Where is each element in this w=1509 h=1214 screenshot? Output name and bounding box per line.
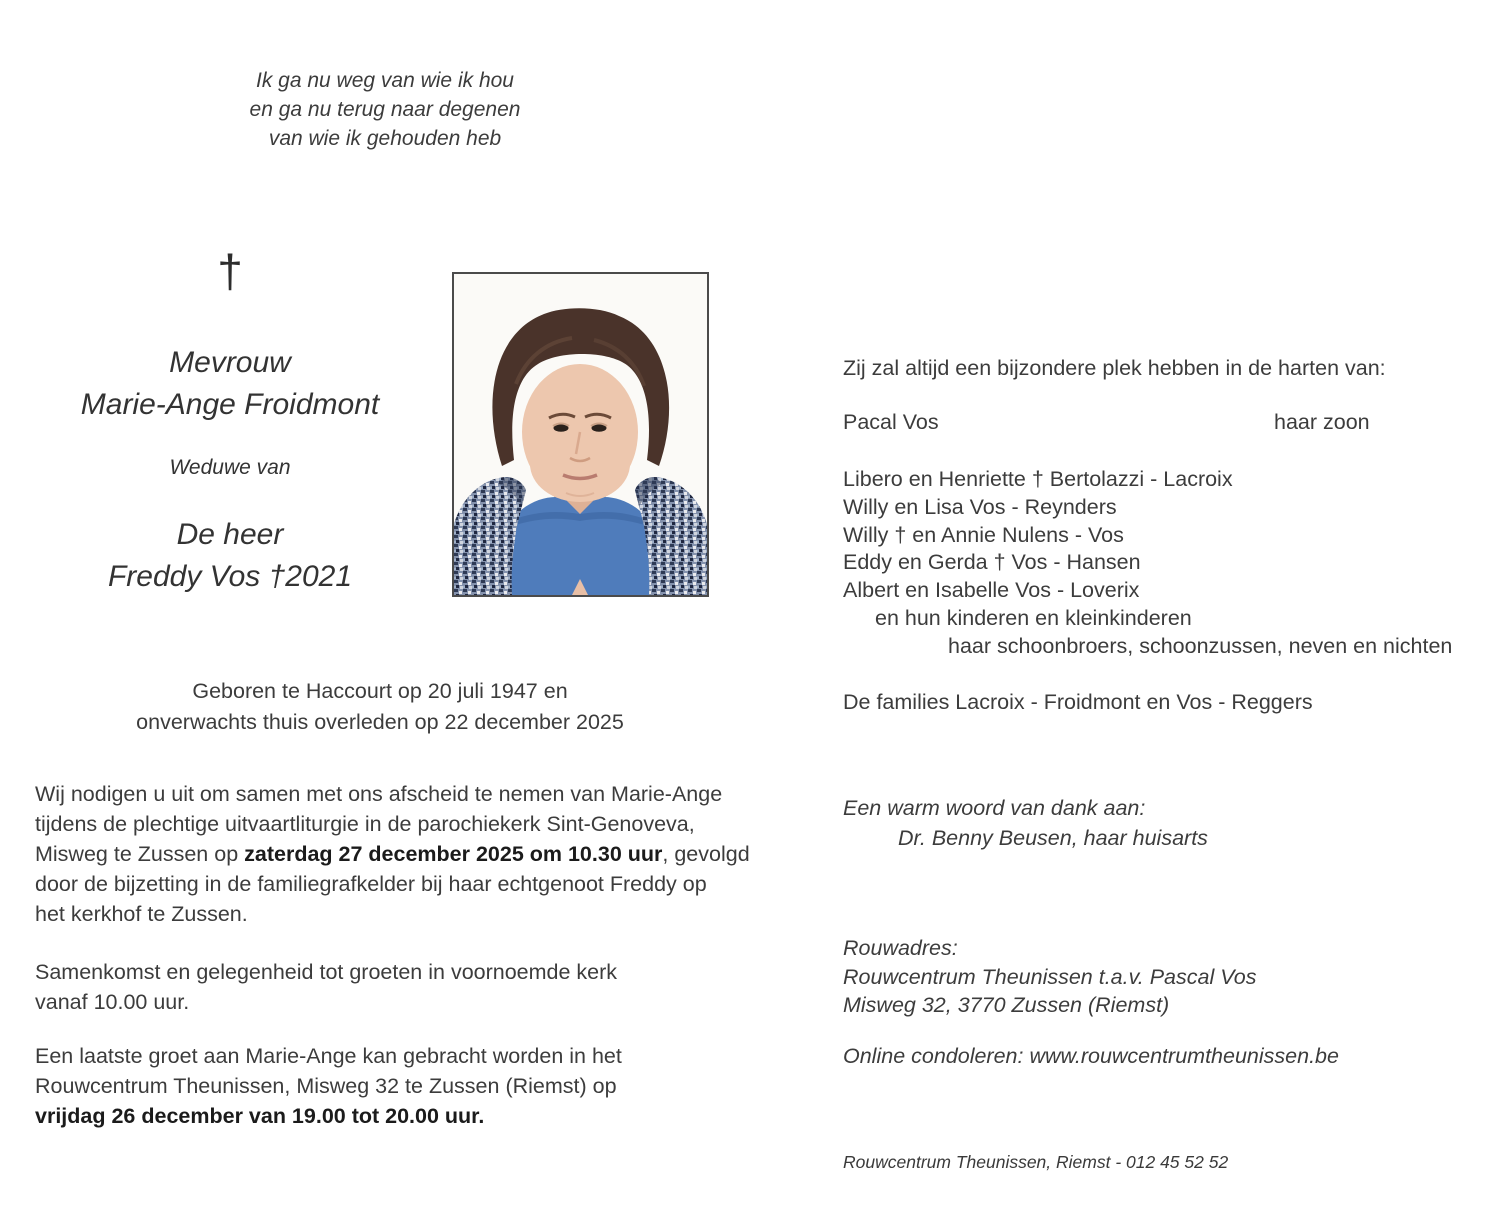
- portrait-photo-illustration: [454, 274, 707, 595]
- poem: [35, 66, 735, 153]
- spouse-block: [35, 514, 425, 598]
- poem-line: Ik ga nu weg van wie ik hou: [256, 69, 514, 92]
- family-member: Albert en Isabelle Vos - Loverix: [843, 578, 1140, 603]
- son-row: [843, 410, 1463, 435]
- invitation-line: tijdens de plechtige uitvaartliturgie in de parochiekerk Sint-Genoveva,: [35, 812, 695, 836]
- son-relation: haar zoon: [1274, 410, 1370, 434]
- mourning-address-line: Misweg 32, 3770 Zussen (Riemst): [843, 993, 1170, 1017]
- family-intro: Zij zal altijd een bijzondere plek hebben in de harten van:: [843, 356, 1386, 380]
- gathering-line: vanaf 10.00 uur.: [35, 990, 190, 1014]
- gathering-line: Samenkomst en gelegenheid tot groeten in voornoemde kerk: [35, 960, 618, 984]
- mourning-address-block: [843, 934, 1256, 1020]
- family-member: Willy en Lisa Vos - Reynders: [843, 494, 1117, 519]
- farewell-line: Een laatste groet aan Marie-Ange kan gebracht worden in het: [35, 1044, 622, 1068]
- poem-line: van wie ik gehouden heb: [268, 127, 502, 150]
- thanks-doctor-line: Dr. Benny Beusen, haar huisarts: [898, 826, 1208, 850]
- invitation-line-text: Misweg te Zussen op: [35, 842, 245, 866]
- spouse-title: De heer: [176, 518, 284, 551]
- invitation-line: door de bijzetting in de familiegrafkelder bij haar echtgenoot Freddy op: [35, 872, 707, 896]
- life-dates: [35, 676, 725, 738]
- birth-line: Geboren te Haccourt op 20 juli 1947 en: [192, 679, 568, 703]
- family-member: Eddy en Gerda † Vos - Hansen: [843, 550, 1141, 575]
- visitation-datetime: vrijdag 26 december van 19.00 tot 20.00 uur.: [35, 1104, 485, 1128]
- cross-icon: †: [217, 245, 243, 297]
- service-datetime: zaterdag 27 december 2025 om 10.30 uur: [244, 842, 663, 866]
- death-line: onverwachts thuis overleden op 22 december 2025: [136, 710, 624, 734]
- family-members-list: [843, 466, 1452, 661]
- families-line: De families Lacroix - Froidmont en Vos - Reggers: [843, 690, 1313, 714]
- son-name: Pacal Vos: [843, 410, 939, 434]
- invitation-line: [35, 839, 750, 869]
- farewell-paragraph: [35, 1041, 622, 1131]
- children-line: en hun kinderen en kleinkinderen: [875, 605, 1192, 630]
- family-member: Libero en Henriette † Bertolazzi - Lacroix: [843, 467, 1233, 491]
- invitation-line: Wij nodigen u uit om samen met ons afscheid te nemen van Marie-Ange: [35, 782, 723, 806]
- spouse-name: Freddy Vos †2021: [107, 560, 353, 593]
- poem-line: en ga nu terug naar degenen: [249, 98, 521, 121]
- widow-of-label: Weduwe van: [169, 456, 291, 479]
- deceased-title: Mevrouw: [169, 346, 291, 379]
- relatives-line: haar schoonbroers, schoonzussen, neven en nichten: [948, 633, 1453, 658]
- funeral-home-footer: Rouwcentrum Theunissen, Riemst - 012 45 52 52: [843, 1152, 1229, 1172]
- thanks-block: [843, 793, 1208, 853]
- online-condolences-line: Online condoleren: www.rouwcentrumtheunissen.be: [843, 1044, 1339, 1068]
- farewell-line: Rouwcentrum Theunissen, Misweg 32 te Zussen (Riemst) op: [35, 1074, 617, 1098]
- invitation-line-text: , gevolgd: [662, 842, 750, 866]
- mourning-address-line: Rouwcentrum Theunissen t.a.v. Pascal Vos: [843, 964, 1257, 989]
- invitation-line: het kerkhof te Zussen.: [35, 902, 248, 926]
- deceased-name-block: [35, 342, 425, 426]
- gathering-paragraph: [35, 957, 617, 1017]
- family-member: Willy † en Annie Nulens - Vos: [843, 522, 1124, 547]
- thanks-line: Een warm woord van dank aan:: [843, 796, 1146, 820]
- deceased-name: Marie-Ange Froidmont: [80, 388, 380, 421]
- invitation-paragraph: [35, 779, 750, 929]
- portrait-photo: [452, 272, 709, 597]
- mourning-address-label: Rouwadres:: [843, 936, 958, 960]
